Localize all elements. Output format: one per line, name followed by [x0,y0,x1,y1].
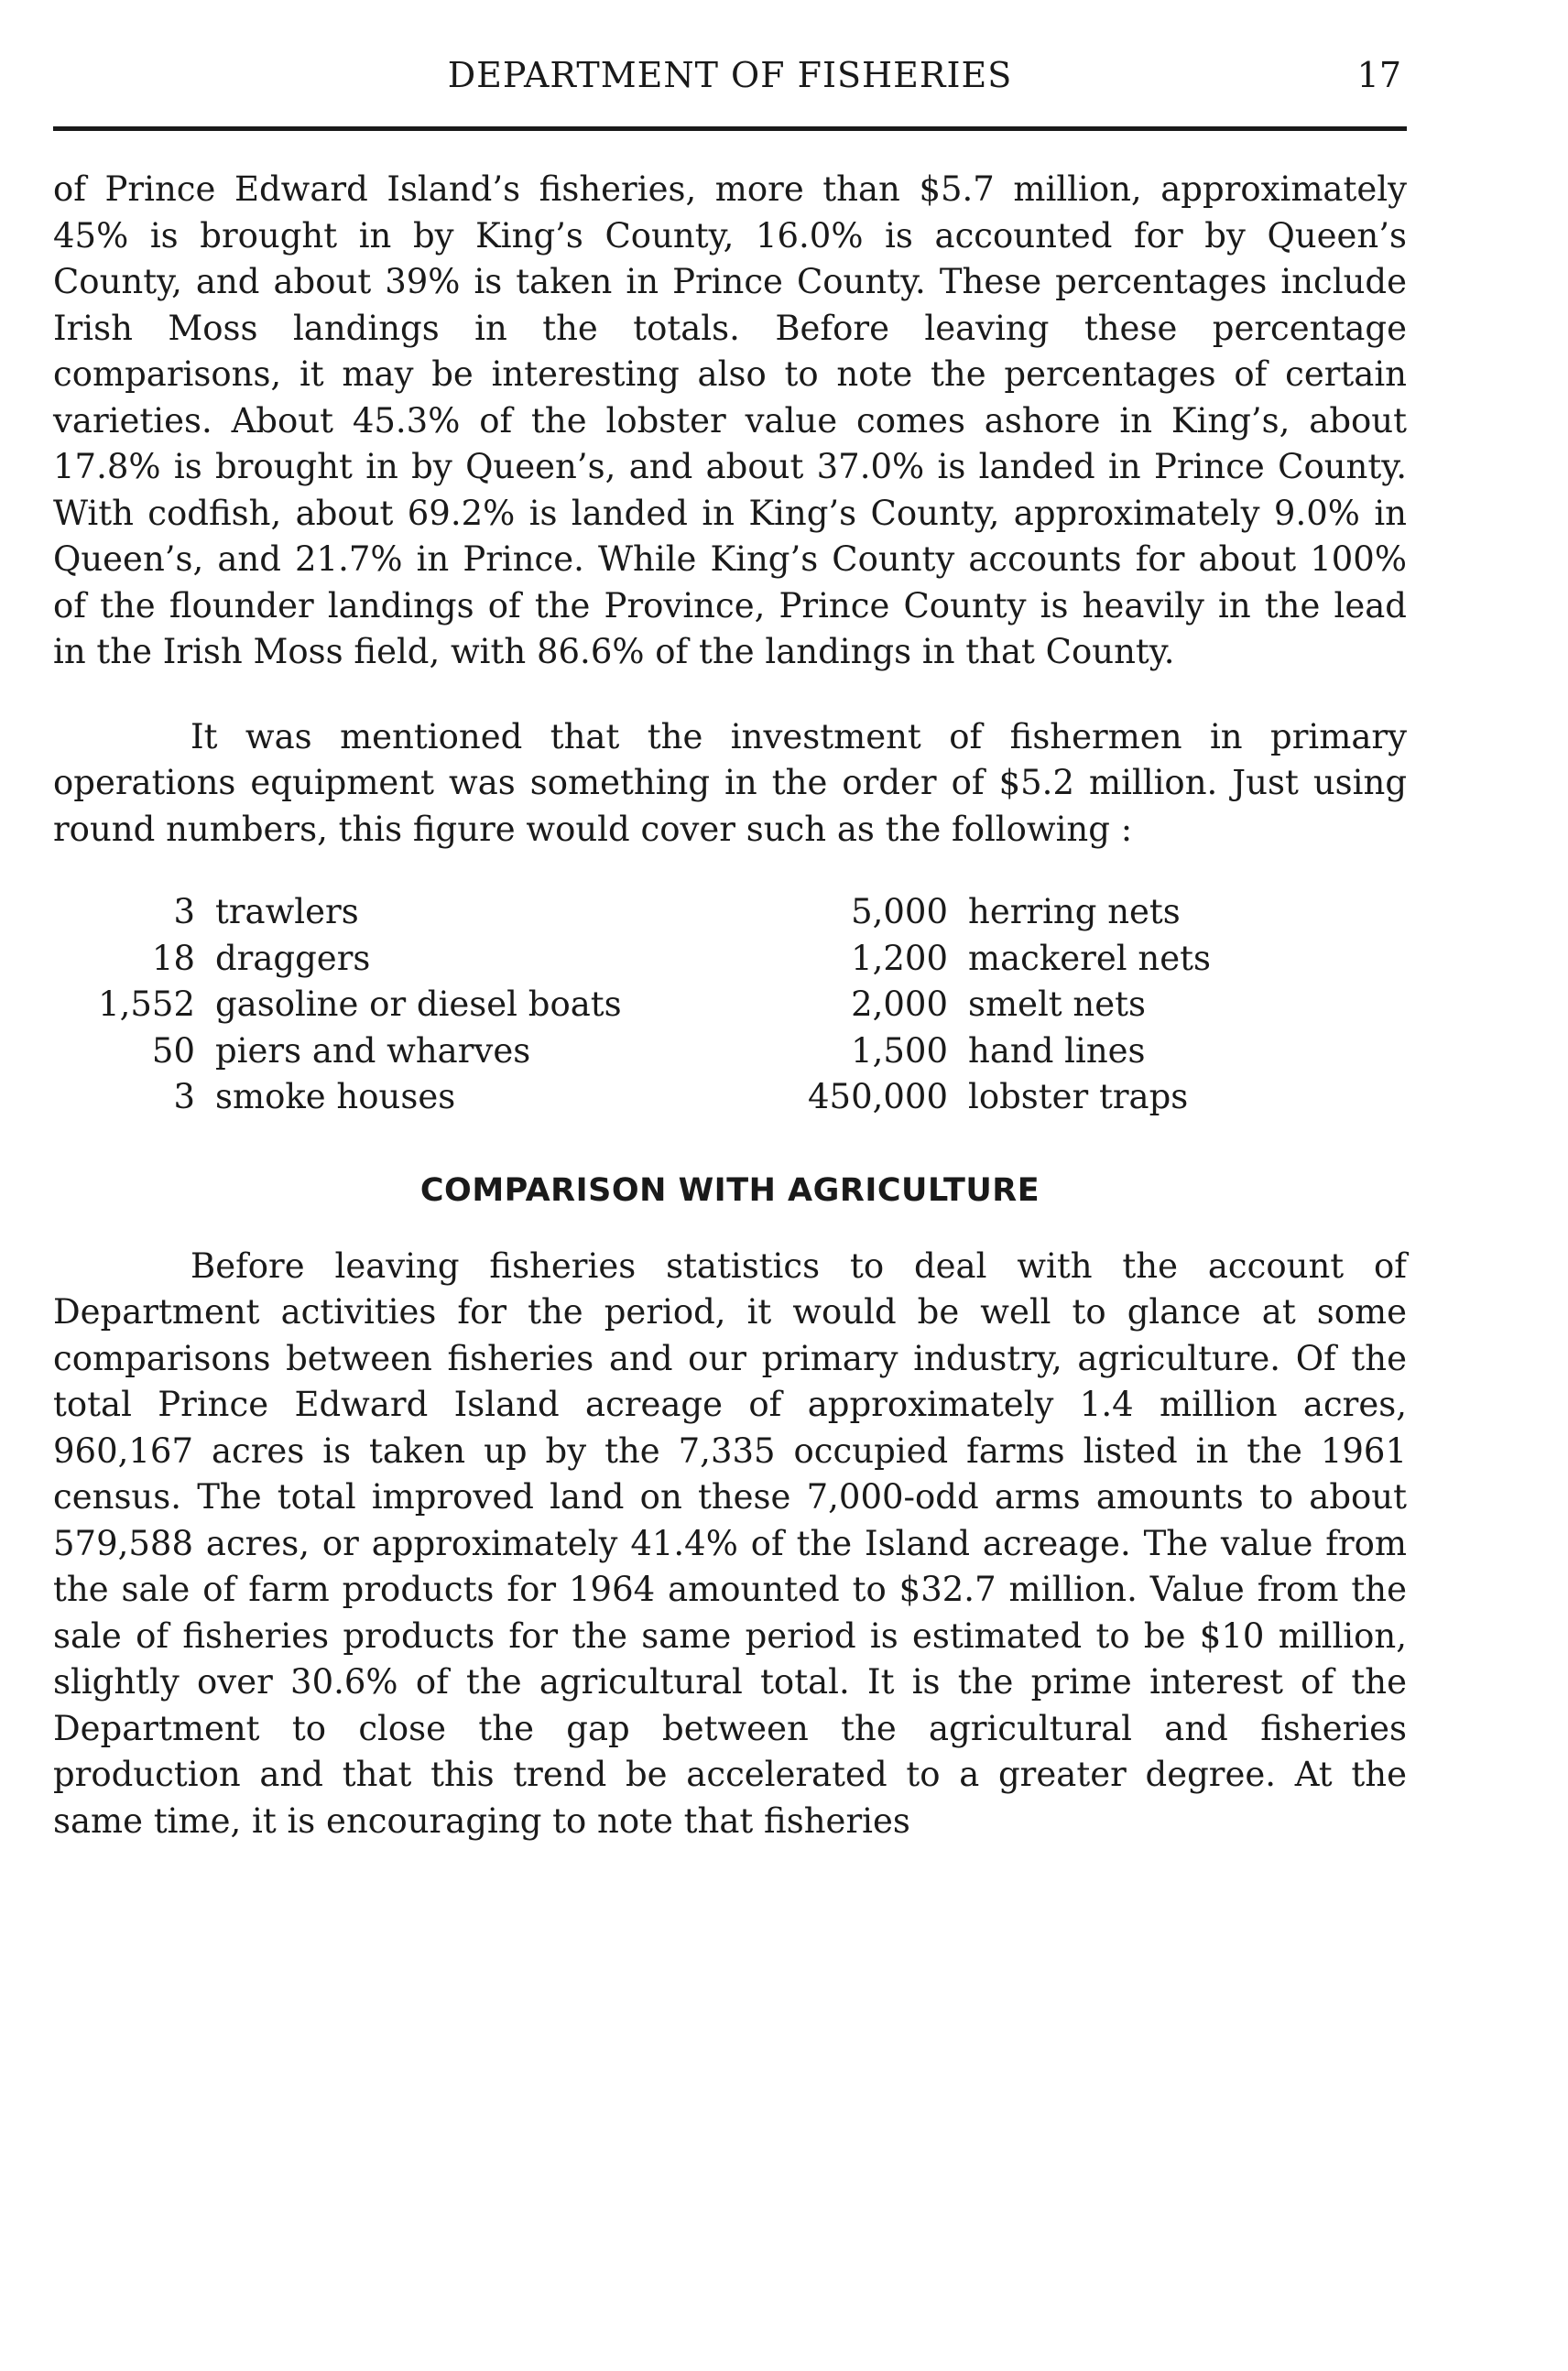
equipment-item: draggers [215,938,371,978]
running-header [53,48,1407,112]
list-item [794,889,1407,936]
header-rule [53,126,1407,131]
equipment-quantity: 3 [173,1077,195,1116]
list-item [53,889,730,936]
section-heading: COMPARISON WITH AGRICULTURE [419,1171,1040,1209]
page-number: 17 [1356,55,1401,95]
equipment-item: lobster traps [968,1077,1189,1116]
equipment-column-right [730,889,1407,1121]
paragraph-agriculture-comparison: Before leaving fisheries statistics to deal with the account of Department activities for the period, it would be well to glance at some comparisons between fisheries and our primary industry, agriculture. Of the total Prince Edward Island acreage of approximately 1.4 million acres, 960,167 acres is taken up by the 7,335 occupied farms listed in the 1961 census. The total improved land on these 7,000-odd arms amounts to about 579,588 acres, or approximately 41.4% of the Island acreage. The value from the sale of farm products for 1964 amounted to $32.7 million. Value from the sale of fisheries products for the same period is estimated to be $10 million, slightly over 30.6% of the agricultural total. It is the prime interest of the Department to close the gap between the agricultural and fisheries production and that this trend be accelerated to a greater degree. At the same time, it is encouraging to note that fisheries [53,1245,1407,1841]
equipment-quantity: 1,200 [851,938,948,978]
equipment-item: gasoline or diesel boats [215,984,622,1024]
equipment-item: trawlers [215,892,359,931]
running-title: DEPARTMENT OF FISHERIES [447,55,1013,95]
equipment-item: smelt nets [968,984,1147,1024]
equipment-column-left [53,889,730,1121]
equipment-item: herring nets [968,892,1181,931]
equipment-list [53,889,1407,1121]
list-item [53,982,730,1028]
list-item [53,936,730,983]
equipment-quantity: 2,000 [851,984,948,1024]
body-text [53,167,1407,1844]
equipment-quantity: 1,552 [98,984,195,1024]
equipment-item: hand lines [968,1030,1146,1071]
list-item [53,1074,730,1121]
equipment-quantity: 450,000 [807,1077,948,1116]
equipment-quantity: 50 [151,1030,195,1071]
list-item [53,1028,730,1075]
list-item [794,936,1407,983]
equipment-quantity: 1,500 [851,1030,948,1071]
document-page [53,48,1407,1841]
paragraph-county-percentages: of Prince Edward Island’s fisheries, more than $5.7 million, approximately 45% is brought in by King’s County, 16.0% is accounted for by Queen’s County, and about 39% is taken in Prince County. These percentages include Irish Moss landings in the totals. Before leaving these percentage comparisons, it may be interesting also to note the percentages of certain varieties. About 45.3% of the lobster value comes ashore in King’s, about 17.8% is brought in by Queen’s, and about 37.0% is landed in Prince County. With codfish, about 69.2% is landed in King’s County, approximately 9.0% in Queen’s, and 21.7% in Prince. While King’s County accounts for about 100% of the flounder landings of the Province, Prince County is heavily in the lead in the Irish Moss field, with 86.6% of the landings in that County. [53,169,1407,671]
list-item [794,982,1407,1028]
equipment-quantity: 5,000 [851,892,948,931]
equipment-quantity: 3 [173,892,195,931]
list-item [794,1074,1407,1121]
equipment-item: smoke houses [215,1077,456,1116]
paragraph-investment: It was mentioned that the investment of fishermen in primary operations equipment was something in the order of $5.2 million. Just using round numbers, this figure would cover such as the following : [53,716,1407,849]
equipment-quantity: 18 [151,938,195,978]
list-item [794,1028,1407,1075]
equipment-item: piers and wharves [215,1030,531,1071]
equipment-item: mackerel nets [968,938,1211,978]
